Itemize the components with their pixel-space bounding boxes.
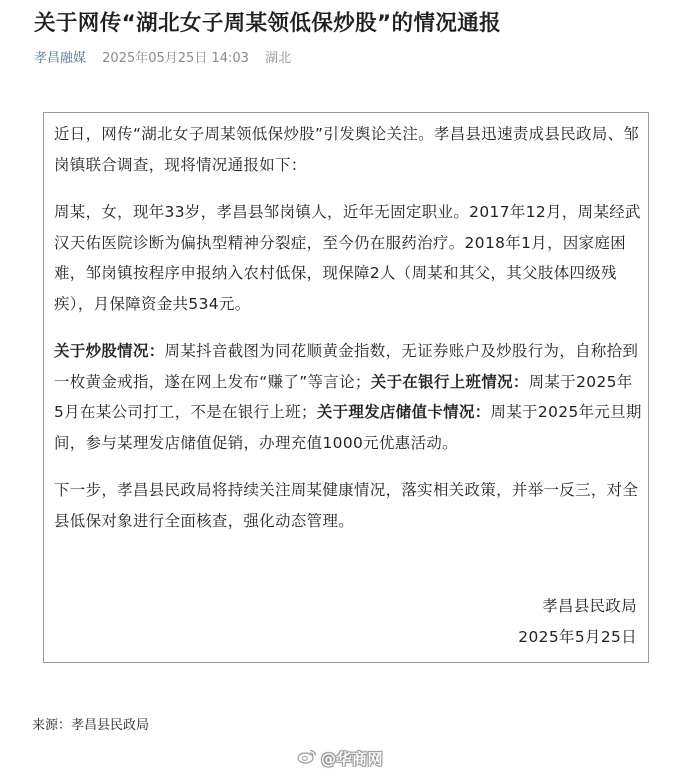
finding-text-barbershop: 周某于2025年元旦期间，参与某理发店储值促销，办理充值1000元优惠活动。 — [54, 403, 642, 452]
notice-paragraph-next-steps: 下一步，孝昌县民政局将持续关注周某健康情况，落实相关政策，并举一反三，对全县低保对象进行全面核查，强化动态管理。 — [54, 481, 639, 530]
finding-heading-bank: 关于在银行上班情况： — [370, 372, 529, 391]
notice-box — [43, 112, 649, 663]
finding-heading-stocks: 关于炒股情况： — [54, 342, 165, 360]
article-source[interactable]: 孝昌融媒 — [34, 51, 87, 66]
finding-heading-barbershop: 关于理发店储值卡情况： — [316, 403, 491, 421]
notice-paragraph-findings — [54, 336, 642, 458]
article-meta — [34, 49, 291, 69]
article-region: 湖北 — [265, 51, 292, 66]
notice-signature — [518, 591, 637, 652]
signature-date: 2025年5月25日 — [518, 627, 637, 646]
notice-paragraph-background: 周某，女，现年33岁，孝昌县邹岗镇人，近年无固定职业。2017年12月，周某经武汉天佑医院诊断为偏执型精神分裂症，至今仍在服药治疗。2018年1月，因家庭困难，邹岗镇按程序申报纳入农村低保，现保障2人（周某和其父，其父肢体四级残疾），月保障资金共534元。 — [54, 203, 641, 313]
finding-text-stocks: 周某抖音截图为同花顺黄金指数，无证券账户及炒股行为，自称拾到一枚黄金戒指，遂在网上发布“赚了”等言论； — [54, 342, 639, 391]
watermark-text: @华商网 — [321, 750, 384, 768]
signature-org: 孝昌县民政局 — [542, 597, 637, 615]
watermark — [297, 748, 383, 770]
notice-paragraph-intro: 近日，网传“湖北女子周某领低保炒股”引发舆论关注。孝昌县迅速责成县民政局、邹岗镇联合调查，现将情况通报如下： — [54, 125, 640, 174]
article-title: 关于网传“湖北女子周某领低保炒股”的情况通报 — [34, 11, 502, 36]
finding-text-bank: 周某于2025年5月在某公司打工，不是在银行上班； — [54, 372, 633, 421]
weibo-logo-icon — [297, 748, 317, 770]
article-date: 2025年05月25日 14:03 — [102, 51, 249, 66]
notice-body — [54, 119, 642, 553]
source-attribution: 来源：孝昌县民政局 — [32, 718, 150, 733]
